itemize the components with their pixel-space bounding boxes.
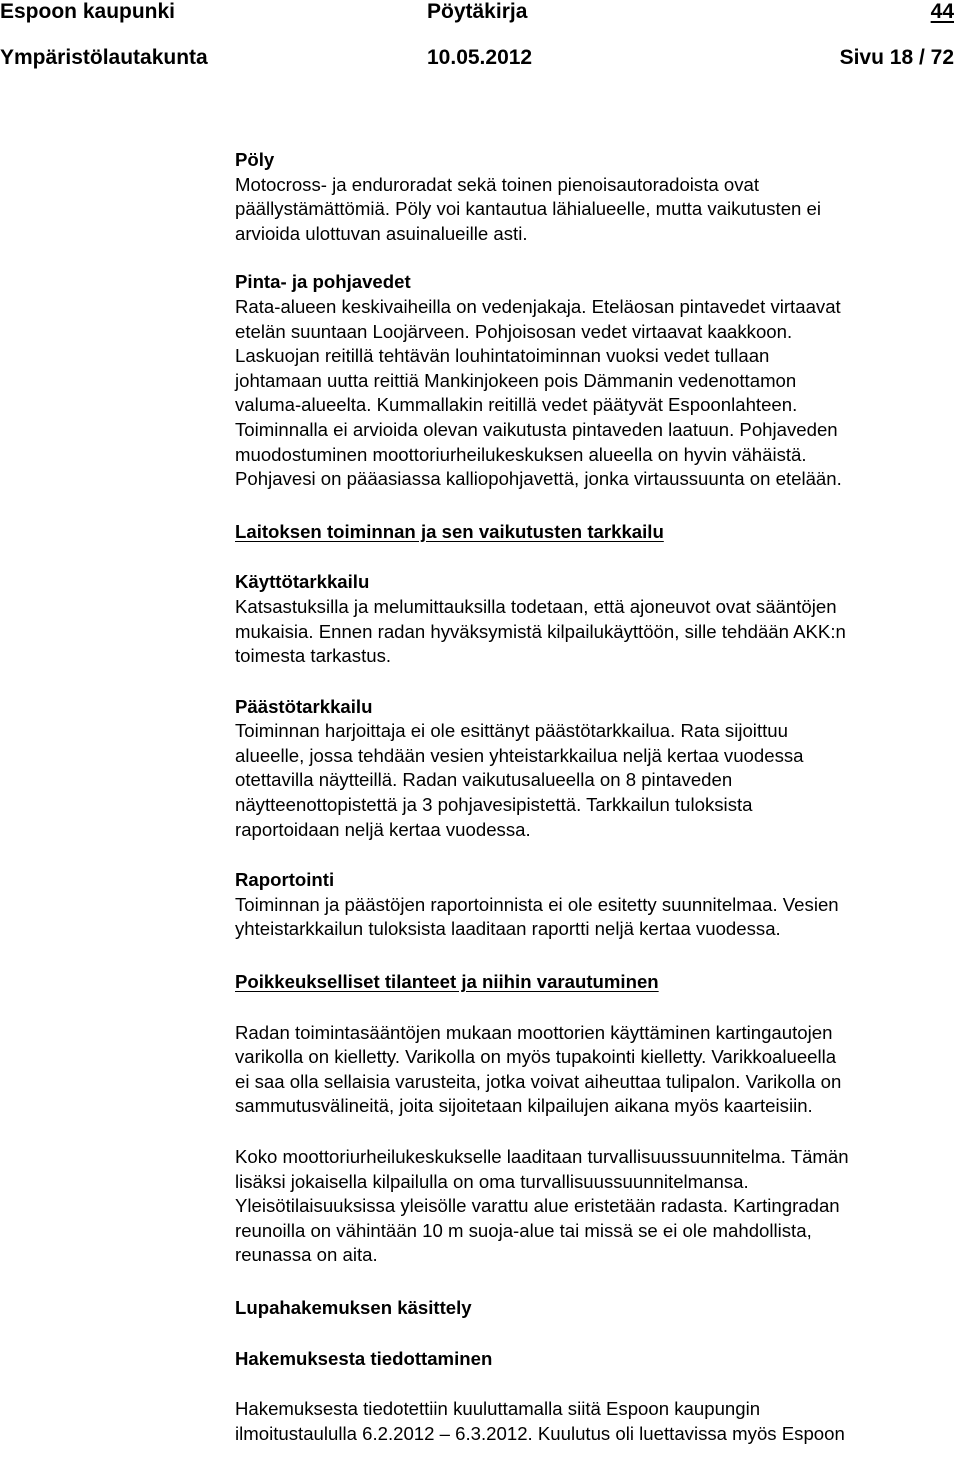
text-line: varikolla on kielletty. Varikolla on myös tupakointi kielletty. Varikkoalueella (235, 1046, 837, 1068)
text-line: ilmoitustaululla 6.2.2012 – 6.3.2012. Kuulutus oli luettavissa myös Espoon (235, 1422, 845, 1444)
text-line: lisäksi jokaisella kilpailulla on oma turvallisuussuunnitelmansa. (235, 1170, 749, 1192)
header-date: 10.05.2012 (427, 46, 533, 69)
text-line: etelän suuntaan Loojärveen. Pohjoisosan vedet virtaavat kaakkoon. (235, 320, 793, 342)
text-line: Hakemuksesta tiedotettiin kuuluttamalla siitä Espoon kaupungin (235, 1398, 761, 1420)
text-line: raportoidaan neljä kertaa vuodessa. (235, 818, 531, 840)
application-paragraph (235, 1397, 960, 1446)
text-line: Toiminnalla ei arvioida olevan vaikutusta pintaveden laatuun. Pohjaveden (235, 418, 838, 440)
text-line: muodostuminen moottoriurheilukeskuksen alueella on hyvin vähäistä. (235, 443, 807, 465)
header-section-number: 44 (930, 0, 954, 23)
text-line: arvioida ulottuvan asuinalueille asti. (235, 222, 528, 244)
document-body (235, 148, 960, 1446)
text-line: reunassa on aita. (235, 1244, 378, 1266)
text-line: Laskuojan reitillä tehtävän louhintatoiminnan vuoksi vedet tullaan (235, 345, 770, 367)
text-line: otettavilla näytteillä. Radan vaikutusalueella on 8 pintaveden (235, 769, 733, 791)
text-line: mukaisia. Ennen radan hyväksymistä kilpailukäyttöön, sille tehdään AKK:n (235, 620, 846, 642)
section-application-notice (235, 1347, 960, 1372)
main-heading: Laitoksen toiminnan ja sen vaikutusten tarkkailu (235, 520, 664, 542)
section-heading: Hakemuksesta tiedottaminen (235, 1347, 493, 1369)
text-line: sammutusvälineitä, joita sijoitetaan kilpailujen aikana myös kaarteisiin. (235, 1095, 813, 1117)
text-line: päällystämättömiä. Pöly voi kantautua lähialueelle, mutta vaikutusten ei (235, 198, 822, 220)
text-line: toimesta tarkastus. (235, 645, 392, 667)
text-line: valuma-alueelta. Kummallakin reitillä vedet päätyvät Espoonlahteen. (235, 394, 798, 416)
section-water (235, 270, 960, 491)
text-line: johtamaan uutta reittiä Mankinjokeen pois Dämmanin vedenottamon (235, 369, 797, 391)
text-line: Radan toimintasääntöjen mukaan moottorien käyttäminen kartingautojen (235, 1021, 833, 1043)
text-line: näytteenottopistettä ja 3 pohjavesipistettä. Tarkkailun tuloksista (235, 794, 753, 816)
section-heading: Päästötarkkailu (235, 695, 373, 717)
text-line: reunoilla on vähintään 10 m suoja-alue tai missä se ei ole mahdollista, (235, 1219, 812, 1241)
section-heading: Käyttötarkkailu (235, 571, 370, 593)
main-heading: Poikkeukselliset tilanteet ja niihin varautuminen (235, 971, 659, 993)
text-line: alueelle, jossa tehdään vesien yhteistarkkailua neljä kertaa vuodessa (235, 744, 804, 766)
section-heading: Pöly (235, 149, 275, 170)
header-doc-type: Pöytäkirja (427, 0, 528, 23)
text-line: Yleisötilaisuuksissa yleisölle varattu alue eristetään radasta. Kartingradan (235, 1195, 840, 1217)
text-line: Katsastuksilla ja melumittauksilla todetaan, että ajoneuvot ovat sääntöjen (235, 595, 837, 617)
text-line: ei saa olla sellaisia varusteita, jotka voivat aiheuttaa tulipalon. Varikolla on (235, 1070, 842, 1092)
section-heading: Pinta- ja pohjavedet (235, 271, 411, 293)
text-line: Motocross- ja enduroradat sekä toinen pienoisautoradoista ovat (235, 173, 760, 195)
text-line: Toiminnan ja päästöjen raportoinnista ei ole esitetty suunnitelmaa. Vesien (235, 893, 839, 915)
section-heading: Raportointi (235, 869, 335, 891)
main-heading: Lupahakemuksen käsittely (235, 1296, 472, 1318)
header-city: Espoon kaupunki (0, 0, 176, 23)
section-exceptions-title (235, 970, 960, 995)
section-monitoring-title (235, 520, 960, 545)
text-line: Pohjavesi on pääasiassa kalliopohjavettä, jonka virtaussuunta on etelään. (235, 468, 842, 490)
text-line: Koko moottoriurheilukeskukselle laaditaan turvallisuussuunnitelma. Tämän (235, 1146, 849, 1167)
section-application-title (235, 1296, 960, 1321)
text-line: Rata-alueen keskivaiheilla on vedenjakaja. Eteläosan pintavedet virtaavat (235, 295, 841, 317)
section-kayttotarkkailu (235, 570, 960, 668)
section-paastotarkkailu (235, 695, 960, 843)
section-poly (235, 148, 960, 246)
exceptions-paragraph-2 (235, 1145, 960, 1268)
header-committee: Ympäristölautakunta (0, 46, 208, 69)
exceptions-paragraph-1 (235, 1021, 960, 1119)
section-raportointi (235, 868, 960, 942)
text-line: Toiminnan harjoittaja ei ole esittänyt päästötarkkailua. Rata sijoittuu (235, 720, 788, 742)
header-page-number: Sivu 18 / 72 (839, 46, 954, 69)
text-line: yhteistarkkailun tuloksista laaditaan raportti neljä kertaa vuodessa. (235, 918, 781, 940)
